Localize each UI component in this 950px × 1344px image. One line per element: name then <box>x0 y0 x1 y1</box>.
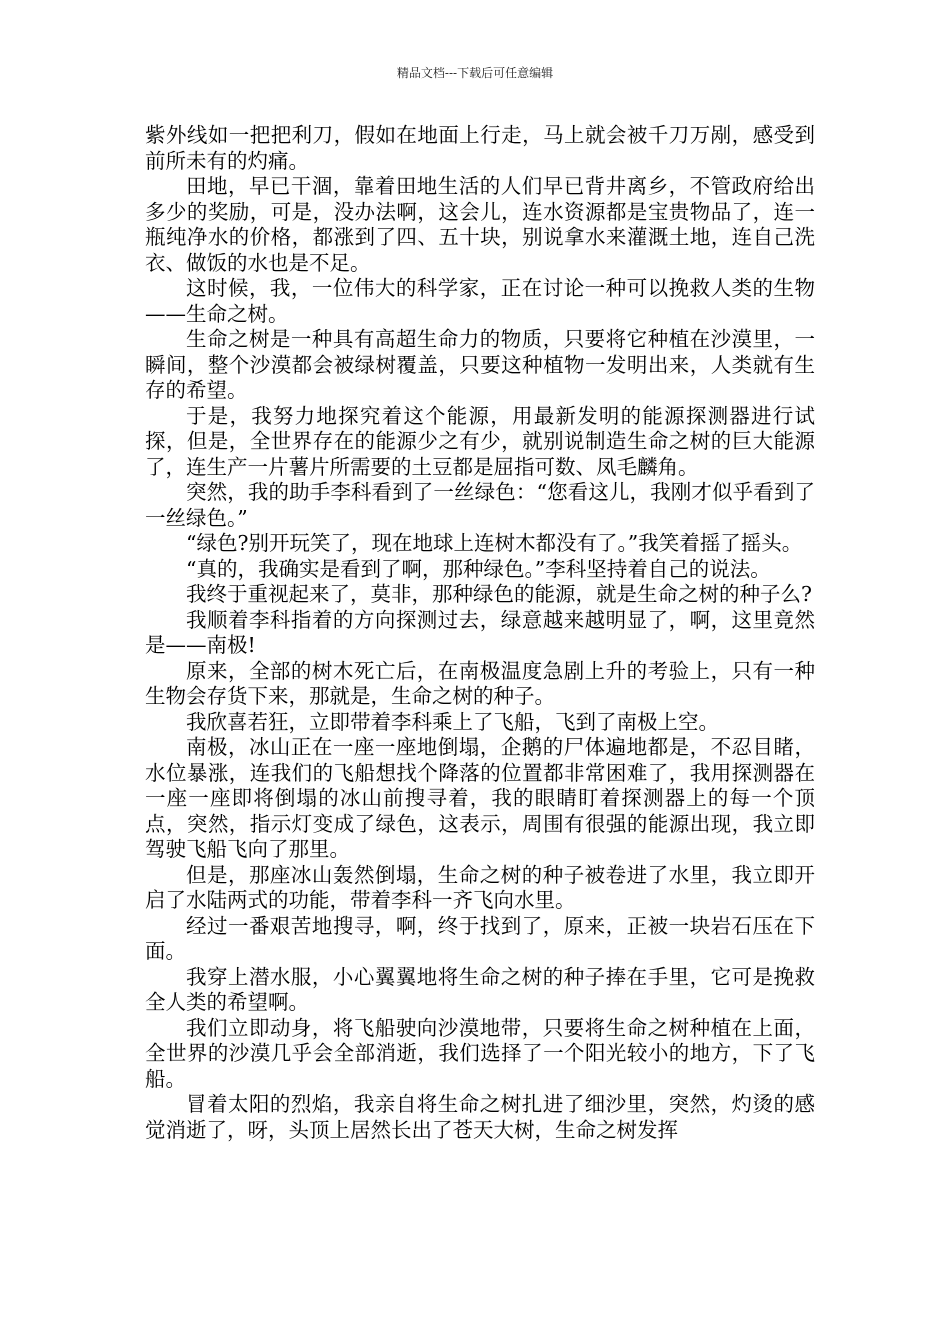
paragraph: “真的，我确实是看到了啊，那种绿色。”李科坚持着自己的说法。 <box>186 556 771 581</box>
paragraph: 冒着太阳的烈焰，我亲自将生命之树扎进了细沙里，突然，灼烫的感觉消逝了，呀，头顶上居然长出了苍天大树，生命之树发挥 <box>145 1092 815 1142</box>
paragraph: 我欣喜若狂，立即带着李科乘上了飞船，飞到了南极上空。 <box>186 709 719 734</box>
paragraph: 但是，那座冰山轰然倒塌，生命之树的种子被卷进了水里，我立即开启了水陆两式的功能，带着李科一齐飞向水里。 <box>145 862 815 912</box>
paragraph: “绿色?别开玩笑了，现在地球上连树木都没有了。”我笑着摇了摇头。 <box>186 531 803 555</box>
paragraph: 原来，全部的树木死亡后，在南极温度急剧上升的考验上，只有一种生物会存货下来，那就是，生命之树的种子。 <box>145 658 815 708</box>
paragraph: 我们立即动身，将飞船驶向沙漠地带，只要将生命之树种植在上面，全世界的沙漠几乎会全部消逝，我们选择了一个阳光较小的地方，下了飞船。 <box>145 1015 815 1091</box>
document-body <box>145 123 815 1143</box>
paragraph: 于是，我努力地探究着这个能源，用最新发明的能源探测器进行试探，但是，全世界存在的能源少之有少，就别说制造生命之树的巨大能源了，连生产一片薯片所需要的土豆都是屈指可数、凤毛麟角。 <box>145 403 815 479</box>
paragraph: 经过一番艰苦地搜寻，啊，终于找到了，原来，正被一块岩石压在下面。 <box>145 913 815 963</box>
paragraph: 突然，我的助手李科看到了一丝绿色：“您看这儿，我刚才似乎看到了一丝绿色。” <box>145 480 815 530</box>
paragraph: 我终于重视起来了，莫非，那种绿色的能源，就是生命之树的种子么? <box>186 582 812 606</box>
paragraph: 我穿上潜水服，小心翼翼地将生命之树的种子捧在手里，它可是挽救全人类的希望啊。 <box>145 964 815 1014</box>
paragraph: 这时候，我，一位伟大的科学家，正在讨论一种可以挽救人类的生物——生命之树。 <box>145 276 815 326</box>
paragraph: 南极，冰山正在一座一座地倒塌，企鹅的尸体遍地都是，不忍目睹，水位暴涨，连我们的飞船想找个降落的位置都非常困难了，我用探测器在一座一座即将倒塌的冰山前搜寻着，我的眼睛盯着探测器上的每一个顶点，突然，指示灯变成了绿色，这表示，周围有很强的能源出现，我立即驾驶飞船飞向了那里。 <box>145 735 815 861</box>
page-header: 精品文档---下载后可任意编辑 <box>396 66 554 80</box>
paragraph: 我顺着李科指着的方向探测过去，绿意越来越明显了，啊，这里竟然是——南极! <box>145 607 815 657</box>
paragraph: 紫外线如一把把利刀，假如在地面上行走，马上就会被千刀万剐，感受到前所未有的灼痛。 <box>145 123 815 173</box>
paragraph: 生命之树是一种具有高超生命力的物质，只要将它种植在沙漠里，一瞬间，整个沙漠都会被绿树覆盖，只要这种植物一发明出来，人类就有生存的希望。 <box>145 327 815 402</box>
paragraph: 田地，早已干涸，靠着田地生活的人们早已背井离乡，不管政府给出多少的奖励，可是，没办法啊，这会儿，连水资源都是宝贵物品了，连一瓶纯净水的价格，都涨到了四、五十块，别说拿水来灌溉土地，连自己洗衣、做饭的水也是不足。 <box>145 174 815 275</box>
